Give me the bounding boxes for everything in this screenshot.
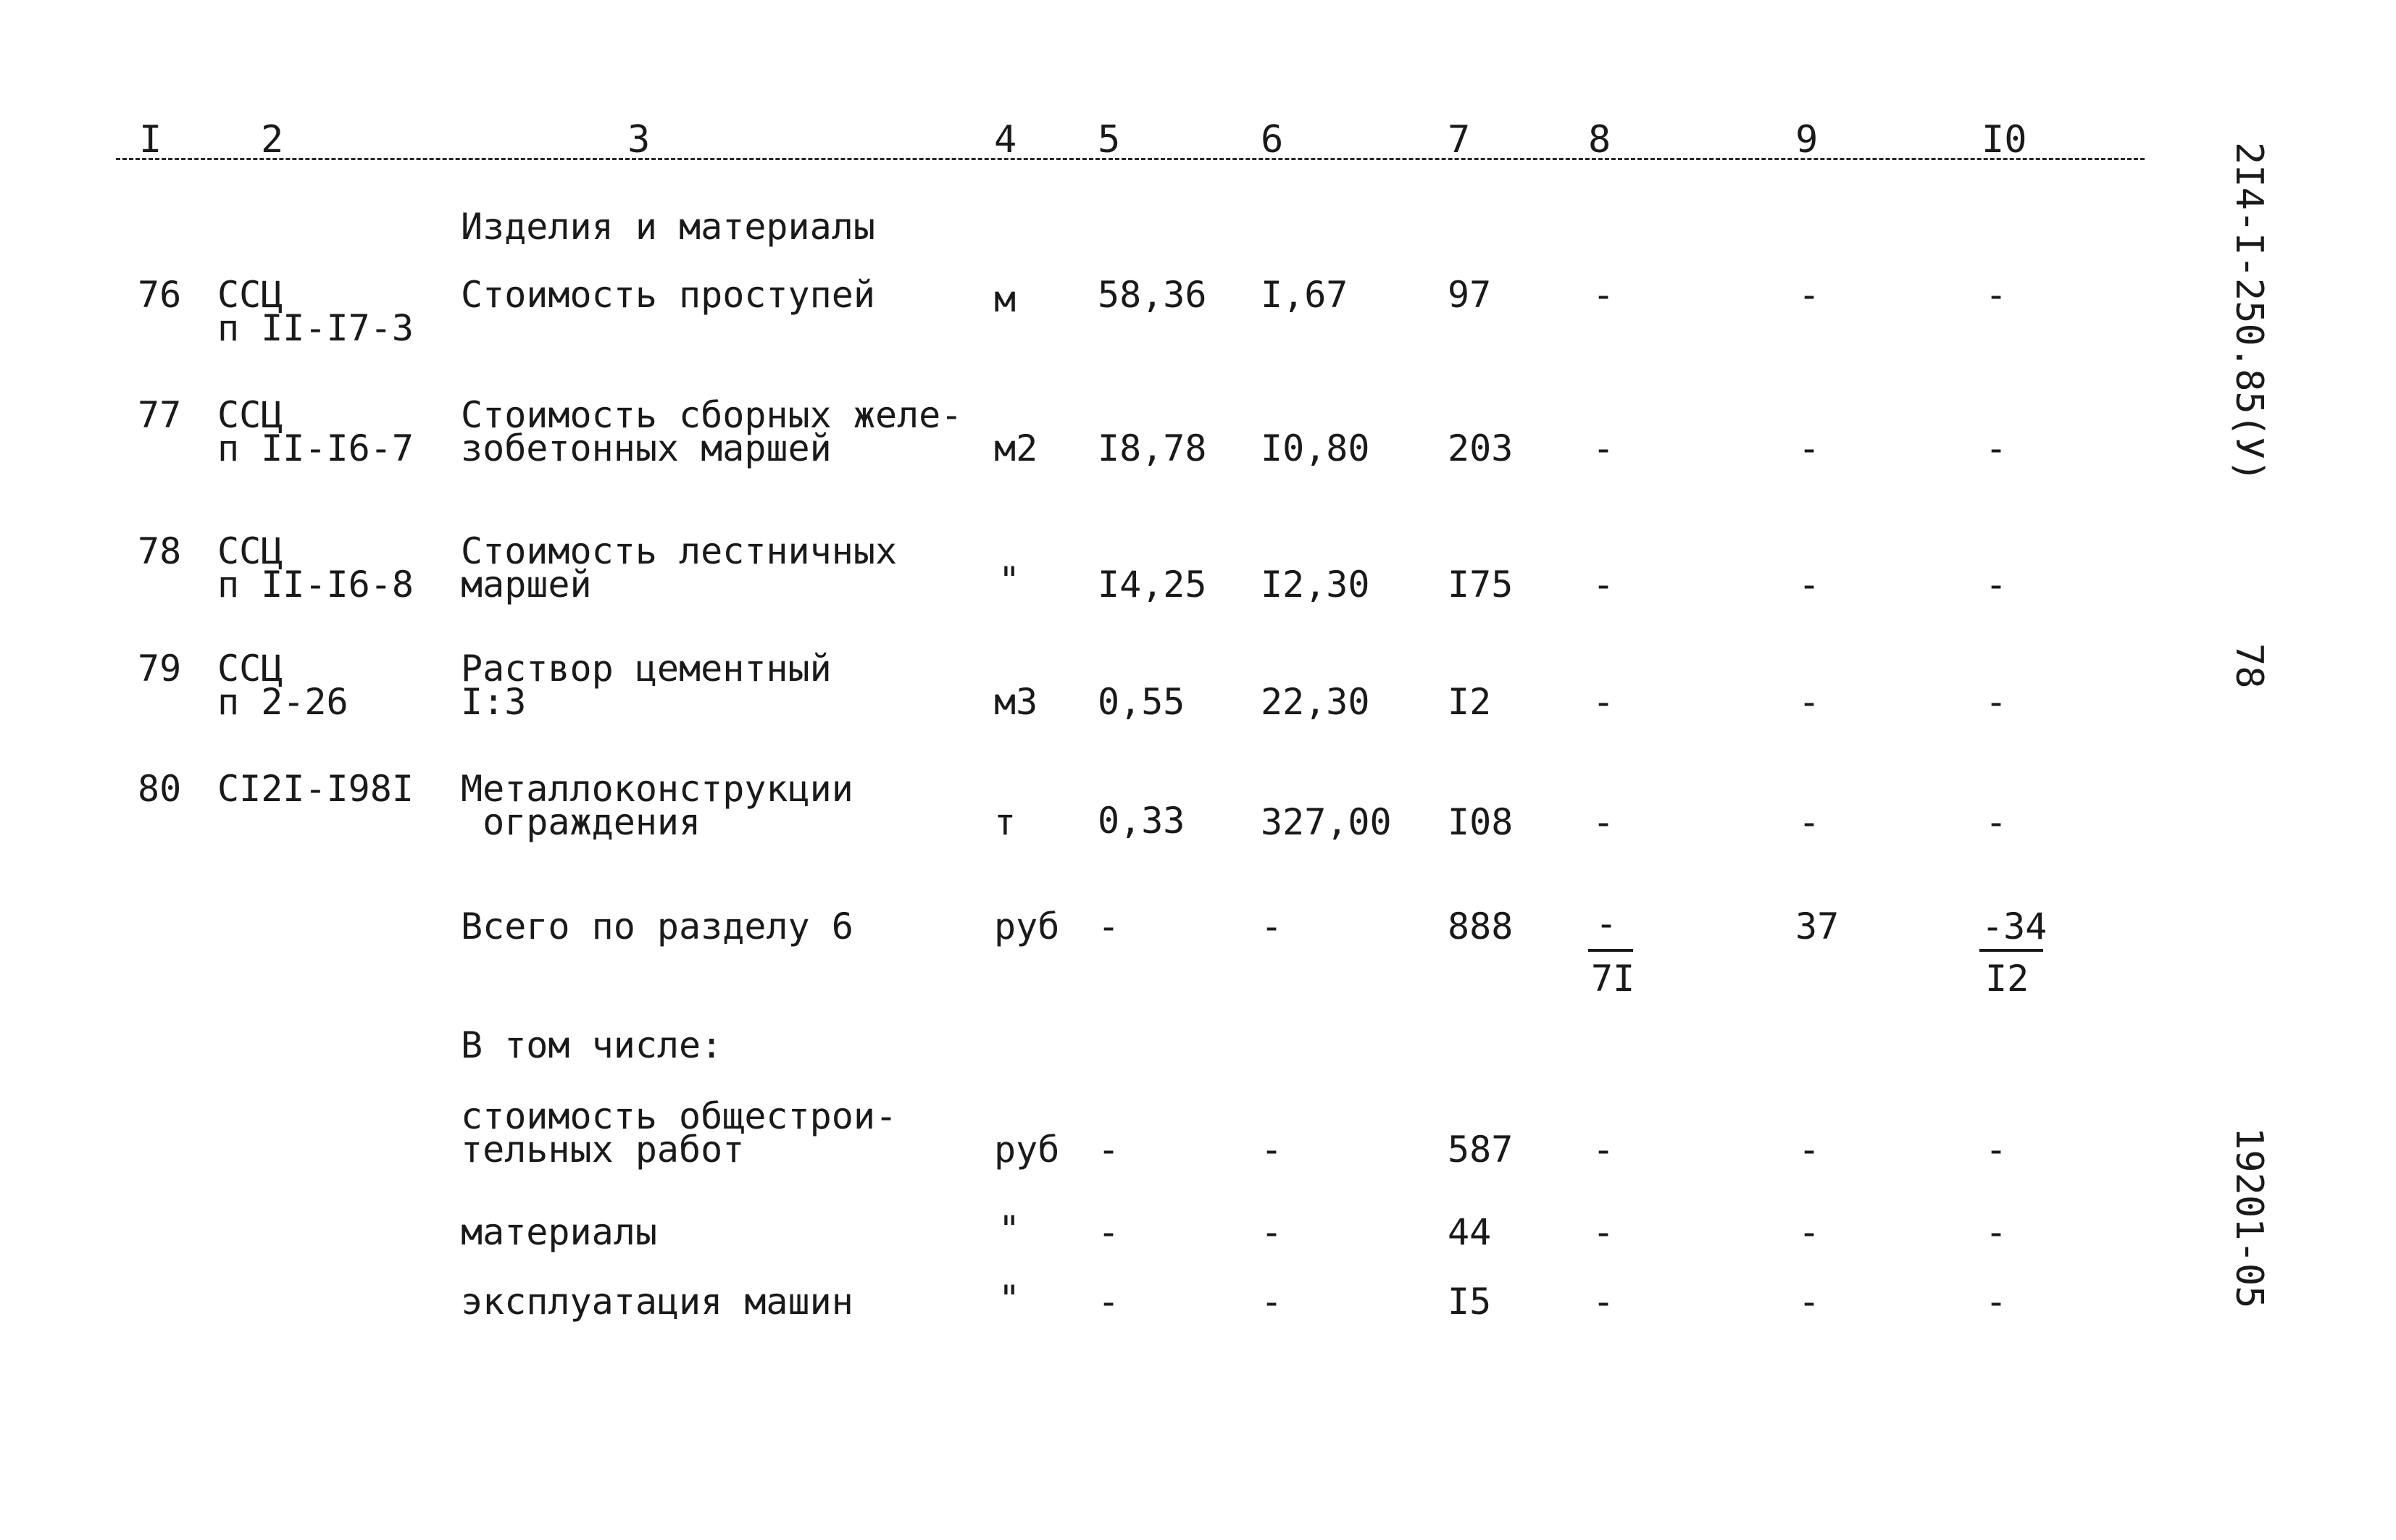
sub-row-unit: руб <box>994 1129 1060 1171</box>
row-unit-price: I0,80 <box>1261 427 1370 469</box>
row-col10: - <box>1985 801 2008 843</box>
row-total-cost: 203 <box>1448 427 1514 469</box>
sub-row-col8: - <box>1593 1281 1615 1323</box>
sub-row-col7: I5 <box>1448 1281 1492 1323</box>
including-label: В том числе: <box>461 1024 723 1066</box>
sub-row-col10: - <box>1985 1129 2008 1171</box>
column-header-1: I <box>139 118 162 162</box>
row-col9: - <box>1798 801 1821 843</box>
row-name-cont: маршей <box>461 564 592 606</box>
sub-row-col5: - <box>1098 1129 1120 1171</box>
row-number: 77 <box>138 394 182 436</box>
row-unit: т <box>994 801 1017 843</box>
sub-row-col5: - <box>1098 1211 1120 1253</box>
row-unit: м2 <box>994 427 1038 469</box>
row-col9: - <box>1798 427 1821 469</box>
row-unit: м3 <box>994 681 1038 723</box>
column-header-8: 8 <box>1588 118 1611 162</box>
row-name-cont: I:3 <box>461 681 527 723</box>
sub-row-col6: - <box>1261 1281 1283 1323</box>
row-name: Стоимость проступей <box>461 274 875 316</box>
sub-row-col5: - <box>1098 1281 1120 1323</box>
total-col10-denominator: I2 <box>1985 958 2029 1000</box>
sub-row-col10: - <box>1985 1211 2008 1253</box>
row-unit: м <box>994 278 1017 320</box>
sub-row-col9: - <box>1798 1281 1821 1323</box>
row-unit: " <box>998 559 1021 601</box>
row-number: 79 <box>138 648 182 690</box>
column-header-5: 5 <box>1098 118 1121 162</box>
total-col7: 888 <box>1448 905 1514 947</box>
margin-inventory-number: 19201-05 <box>2227 1127 2271 1309</box>
row-code-ref: п II-I6-7 <box>217 427 414 469</box>
row-code: СI2I-I98I <box>217 768 414 810</box>
total-col8-numerator: - <box>1595 903 1618 945</box>
row-col8: - <box>1593 274 1615 316</box>
row-col9: - <box>1798 681 1821 723</box>
row-quantity: I4,25 <box>1098 564 1207 606</box>
sub-row-unit: " <box>998 1278 1021 1320</box>
sub-row-col10: - <box>1985 1281 2008 1323</box>
row-col8: - <box>1593 427 1615 469</box>
margin-doc-code: 2I4-I-250.85(У) <box>2227 142 2271 482</box>
row-unit-price: 22,30 <box>1261 681 1370 723</box>
row-code-ref: п 2-26 <box>217 681 348 723</box>
sub-row-unit: " <box>998 1208 1021 1250</box>
row-code-ref: п II-I7-3 <box>217 307 414 349</box>
row-quantity: 0,33 <box>1098 800 1185 842</box>
sub-row-col6: - <box>1261 1211 1283 1253</box>
sub-row-name: материалы <box>461 1211 657 1253</box>
sub-row-name-cont: тельных работ <box>461 1129 745 1171</box>
total-col8-denominator: 7I <box>1591 958 1635 1000</box>
sub-row-col9: - <box>1798 1129 1821 1171</box>
column-header-3: 3 <box>627 118 651 162</box>
row-name: Раствор цементный <box>461 648 832 690</box>
row-col8: - <box>1593 564 1615 606</box>
sub-row-name: эксплуатация машин <box>461 1281 853 1323</box>
row-unit-price: I2,30 <box>1261 564 1370 606</box>
column-header-2: 2 <box>261 118 284 162</box>
sub-row-col7: 587 <box>1448 1129 1514 1171</box>
row-name: Металлоконструкции <box>461 768 853 810</box>
row-col9: - <box>1798 564 1821 606</box>
total-col8-fraction-line <box>1588 949 1633 952</box>
sub-row-col8: - <box>1593 1129 1615 1171</box>
sub-row-col8: - <box>1593 1211 1615 1253</box>
row-number: 76 <box>138 274 182 316</box>
row-col10: - <box>1985 681 2008 723</box>
row-name-cont: зобетонных маршей <box>461 427 832 469</box>
row-total-cost: I75 <box>1448 564 1514 606</box>
column-header-6: 6 <box>1261 118 1284 162</box>
row-col10: - <box>1985 274 2008 316</box>
column-header-7: 7 <box>1448 118 1471 162</box>
row-name: Стоимость лестничных <box>461 530 898 572</box>
row-unit-price: I,67 <box>1261 274 1348 316</box>
sub-row-col7: 44 <box>1448 1211 1492 1253</box>
row-quantity: 58,36 <box>1098 274 1207 316</box>
row-code: ССЦ <box>217 648 283 690</box>
total-col9: 37 <box>1795 905 1840 947</box>
row-unit-price: 327,00 <box>1261 801 1392 843</box>
column-header-4: 4 <box>994 118 1017 162</box>
total-col5: - <box>1098 905 1120 947</box>
column-header-9: 9 <box>1795 118 1819 162</box>
row-total-cost: I08 <box>1448 801 1514 843</box>
total-col10-numerator: -34 <box>1982 905 2048 947</box>
column-header-10: I0 <box>1982 118 2027 162</box>
sub-row-name: стоимость общестрои- <box>461 1095 898 1137</box>
row-total-cost: 97 <box>1448 274 1492 316</box>
total-unit: руб <box>994 905 1060 947</box>
row-quantity: I8,78 <box>1098 427 1207 469</box>
row-code-ref: п II-I6-8 <box>217 564 414 606</box>
row-col10: - <box>1985 564 2008 606</box>
row-quantity: 0,55 <box>1098 681 1185 723</box>
row-col8: - <box>1593 681 1615 723</box>
total-col10-fraction-line <box>1979 949 2043 952</box>
margin-page-number: 78 <box>2227 643 2271 689</box>
row-name-cont: ограждения <box>461 801 701 843</box>
row-number: 78 <box>138 530 182 572</box>
row-code: ССЦ <box>217 274 283 316</box>
row-code: ССЦ <box>217 394 283 436</box>
total-col6: - <box>1261 905 1283 947</box>
row-col9: - <box>1798 274 1821 316</box>
sub-row-col9: - <box>1798 1211 1821 1253</box>
row-number: 80 <box>138 768 182 810</box>
row-col10: - <box>1985 427 2008 469</box>
header-rule <box>116 158 2145 160</box>
row-name: Стоимость сборных желе- <box>461 394 963 436</box>
section-title: Изделия и материалы <box>461 206 875 248</box>
row-col8: - <box>1593 801 1615 843</box>
sub-row-col6: - <box>1261 1129 1283 1171</box>
row-code: ССЦ <box>217 530 283 572</box>
total-label: Всего по разделу 6 <box>461 905 853 947</box>
row-total-cost: I2 <box>1448 681 1492 723</box>
